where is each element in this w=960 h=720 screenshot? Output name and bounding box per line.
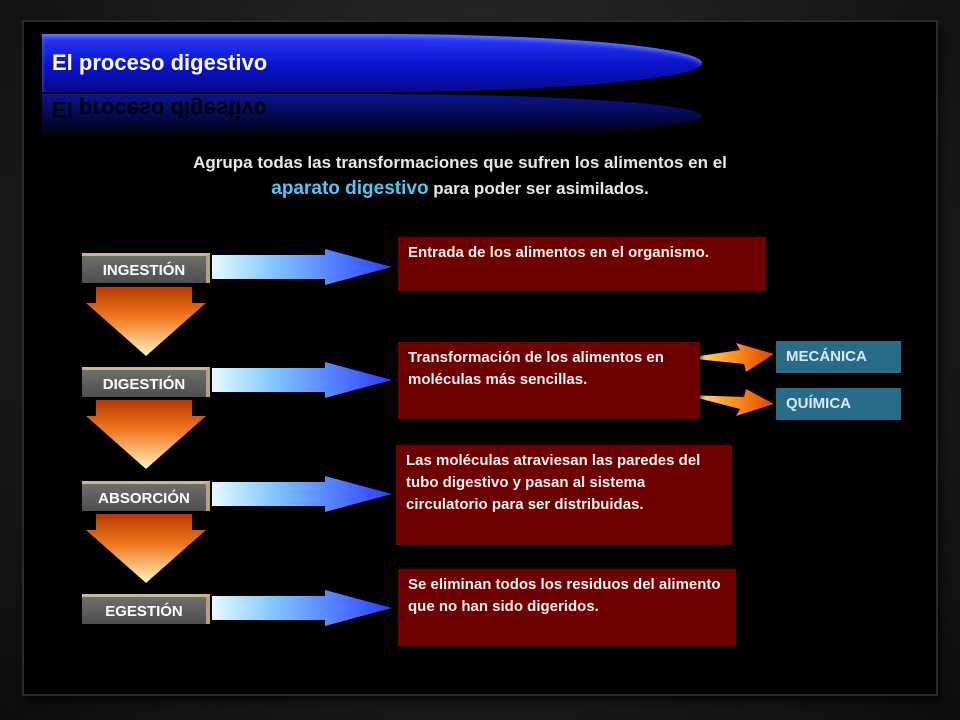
intro-highlight: aparato digestivo (271, 178, 429, 199)
stage-absorption: ABSORCIÓN (82, 481, 210, 511)
description-ingestion: Entrada de los alimentos en el organismo. (398, 237, 766, 291)
slide-title: El proceso digestivo (52, 50, 268, 75)
description-digestion: Transformación de los alimentos en moléculas más sencillas. (398, 342, 700, 419)
stage-ingestion: INGESTIÓN (82, 253, 210, 283)
intro-text (60, 150, 860, 202)
title-reflection (42, 94, 702, 138)
intro-line-1: Agrupa todas las transformaciones que sufren los alimentos en el (193, 153, 727, 172)
description-absorption: Las moléculas atraviesan las paredes del tubo digestivo y pasan al sistema circulatorio para ser distribuidas. (396, 445, 732, 545)
intro-line-2: para poder ser asimilados. (428, 179, 649, 198)
title-reflection-text: El proceso digestivo (52, 97, 268, 122)
digestion-type-mecanica: MECÁNICA (776, 341, 901, 373)
stage-egestion: EGESTIÓN (82, 594, 210, 624)
digestion-type-quimica: QUÍMICA (776, 388, 901, 420)
stage-digestion: DIGESTIÓN (82, 367, 210, 397)
description-egestion: Se eliminan todos los residuos del alimento que no han sido digeridos. (398, 569, 736, 646)
